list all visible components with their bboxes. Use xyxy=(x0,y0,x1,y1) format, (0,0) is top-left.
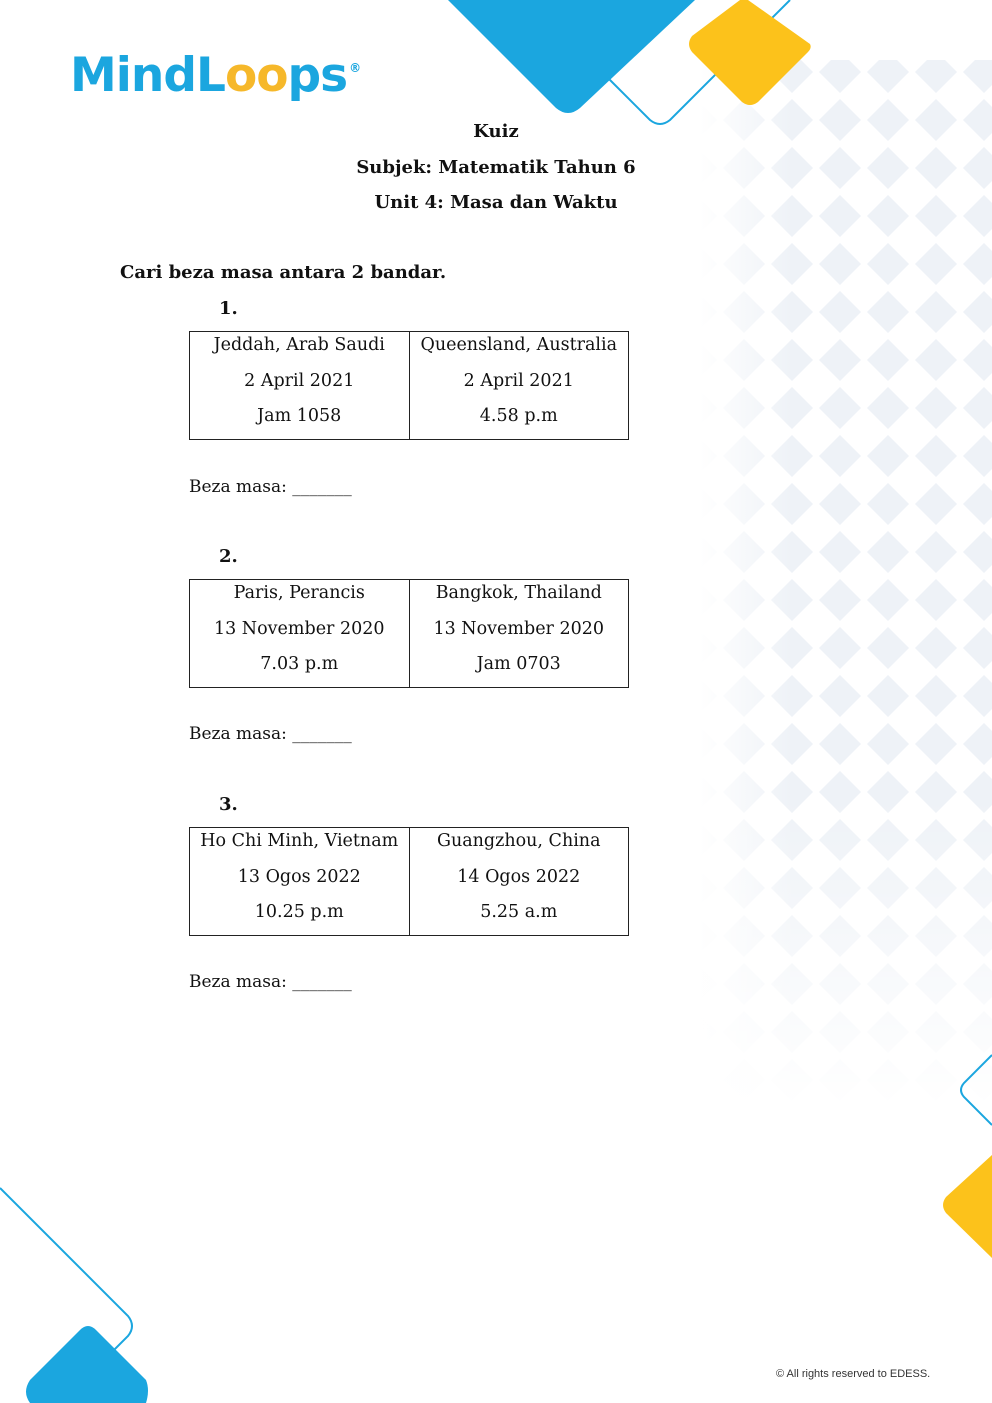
time-zone-table xyxy=(189,331,629,440)
city-name: Paris, Perancis xyxy=(233,583,365,603)
mindloops-logo: MindLoops ® xyxy=(70,48,361,103)
blue-triangle-shape xyxy=(448,0,695,113)
city-cell-left xyxy=(190,332,410,440)
question-number: 2. xyxy=(219,546,238,567)
quiz-title: Kuiz xyxy=(473,121,519,142)
city-cell-right xyxy=(409,332,629,440)
blue-diamond-shape xyxy=(26,1326,148,1403)
city-name: Ho Chi Minh, Vietnam xyxy=(200,831,399,851)
date-text: 13 Ogos 2022 xyxy=(237,866,361,887)
city-cell-right xyxy=(409,828,629,936)
time-text: 10.25 p.m xyxy=(254,902,344,922)
date-text: 14 Ogos 2022 xyxy=(457,866,581,887)
city-name: Queensland, Australia xyxy=(420,335,618,355)
date-text: 13 November 2020 xyxy=(213,618,385,639)
time-text: Jam 0703 xyxy=(476,654,561,674)
city-name: Guangzhou, China xyxy=(436,831,601,851)
date-text: 2 April 2021 xyxy=(244,370,355,391)
city-name: Jeddah, Arab Saudi xyxy=(213,335,385,355)
city-cell-left xyxy=(190,828,410,936)
time-zone-table xyxy=(189,827,629,936)
copyright-text: © All rights reserved to EDESS. xyxy=(776,1368,931,1380)
date-text: 13 November 2020 xyxy=(433,618,605,639)
time-text: 7.03 p.m xyxy=(260,654,339,674)
city-cell-left xyxy=(190,580,410,688)
answer-blank: Beza masa: _______ xyxy=(189,477,352,497)
question-number: 1. xyxy=(219,298,238,319)
yellow-diamond-shape xyxy=(943,1155,992,1258)
answer-blank: Beza masa: _______ xyxy=(189,972,352,992)
time-zone-table xyxy=(189,579,629,688)
time-text: 4.58 p.m xyxy=(479,406,558,426)
question-number: 3. xyxy=(219,794,238,815)
instruction-text: Cari beza masa antara 2 bandar. xyxy=(120,262,447,283)
city-cell-right xyxy=(409,580,629,688)
unit-heading: Unit 4: Masa dan Waktu xyxy=(374,192,618,213)
time-text: Jam 1058 xyxy=(257,406,342,426)
answer-blank: Beza masa: _______ xyxy=(189,724,352,744)
subject-heading: Subjek: Matematik Tahun 6 xyxy=(356,157,636,178)
date-text: 2 April 2021 xyxy=(463,370,574,391)
time-text: 5.25 a.m xyxy=(480,902,558,922)
city-name: Bangkok, Thailand xyxy=(435,583,602,603)
